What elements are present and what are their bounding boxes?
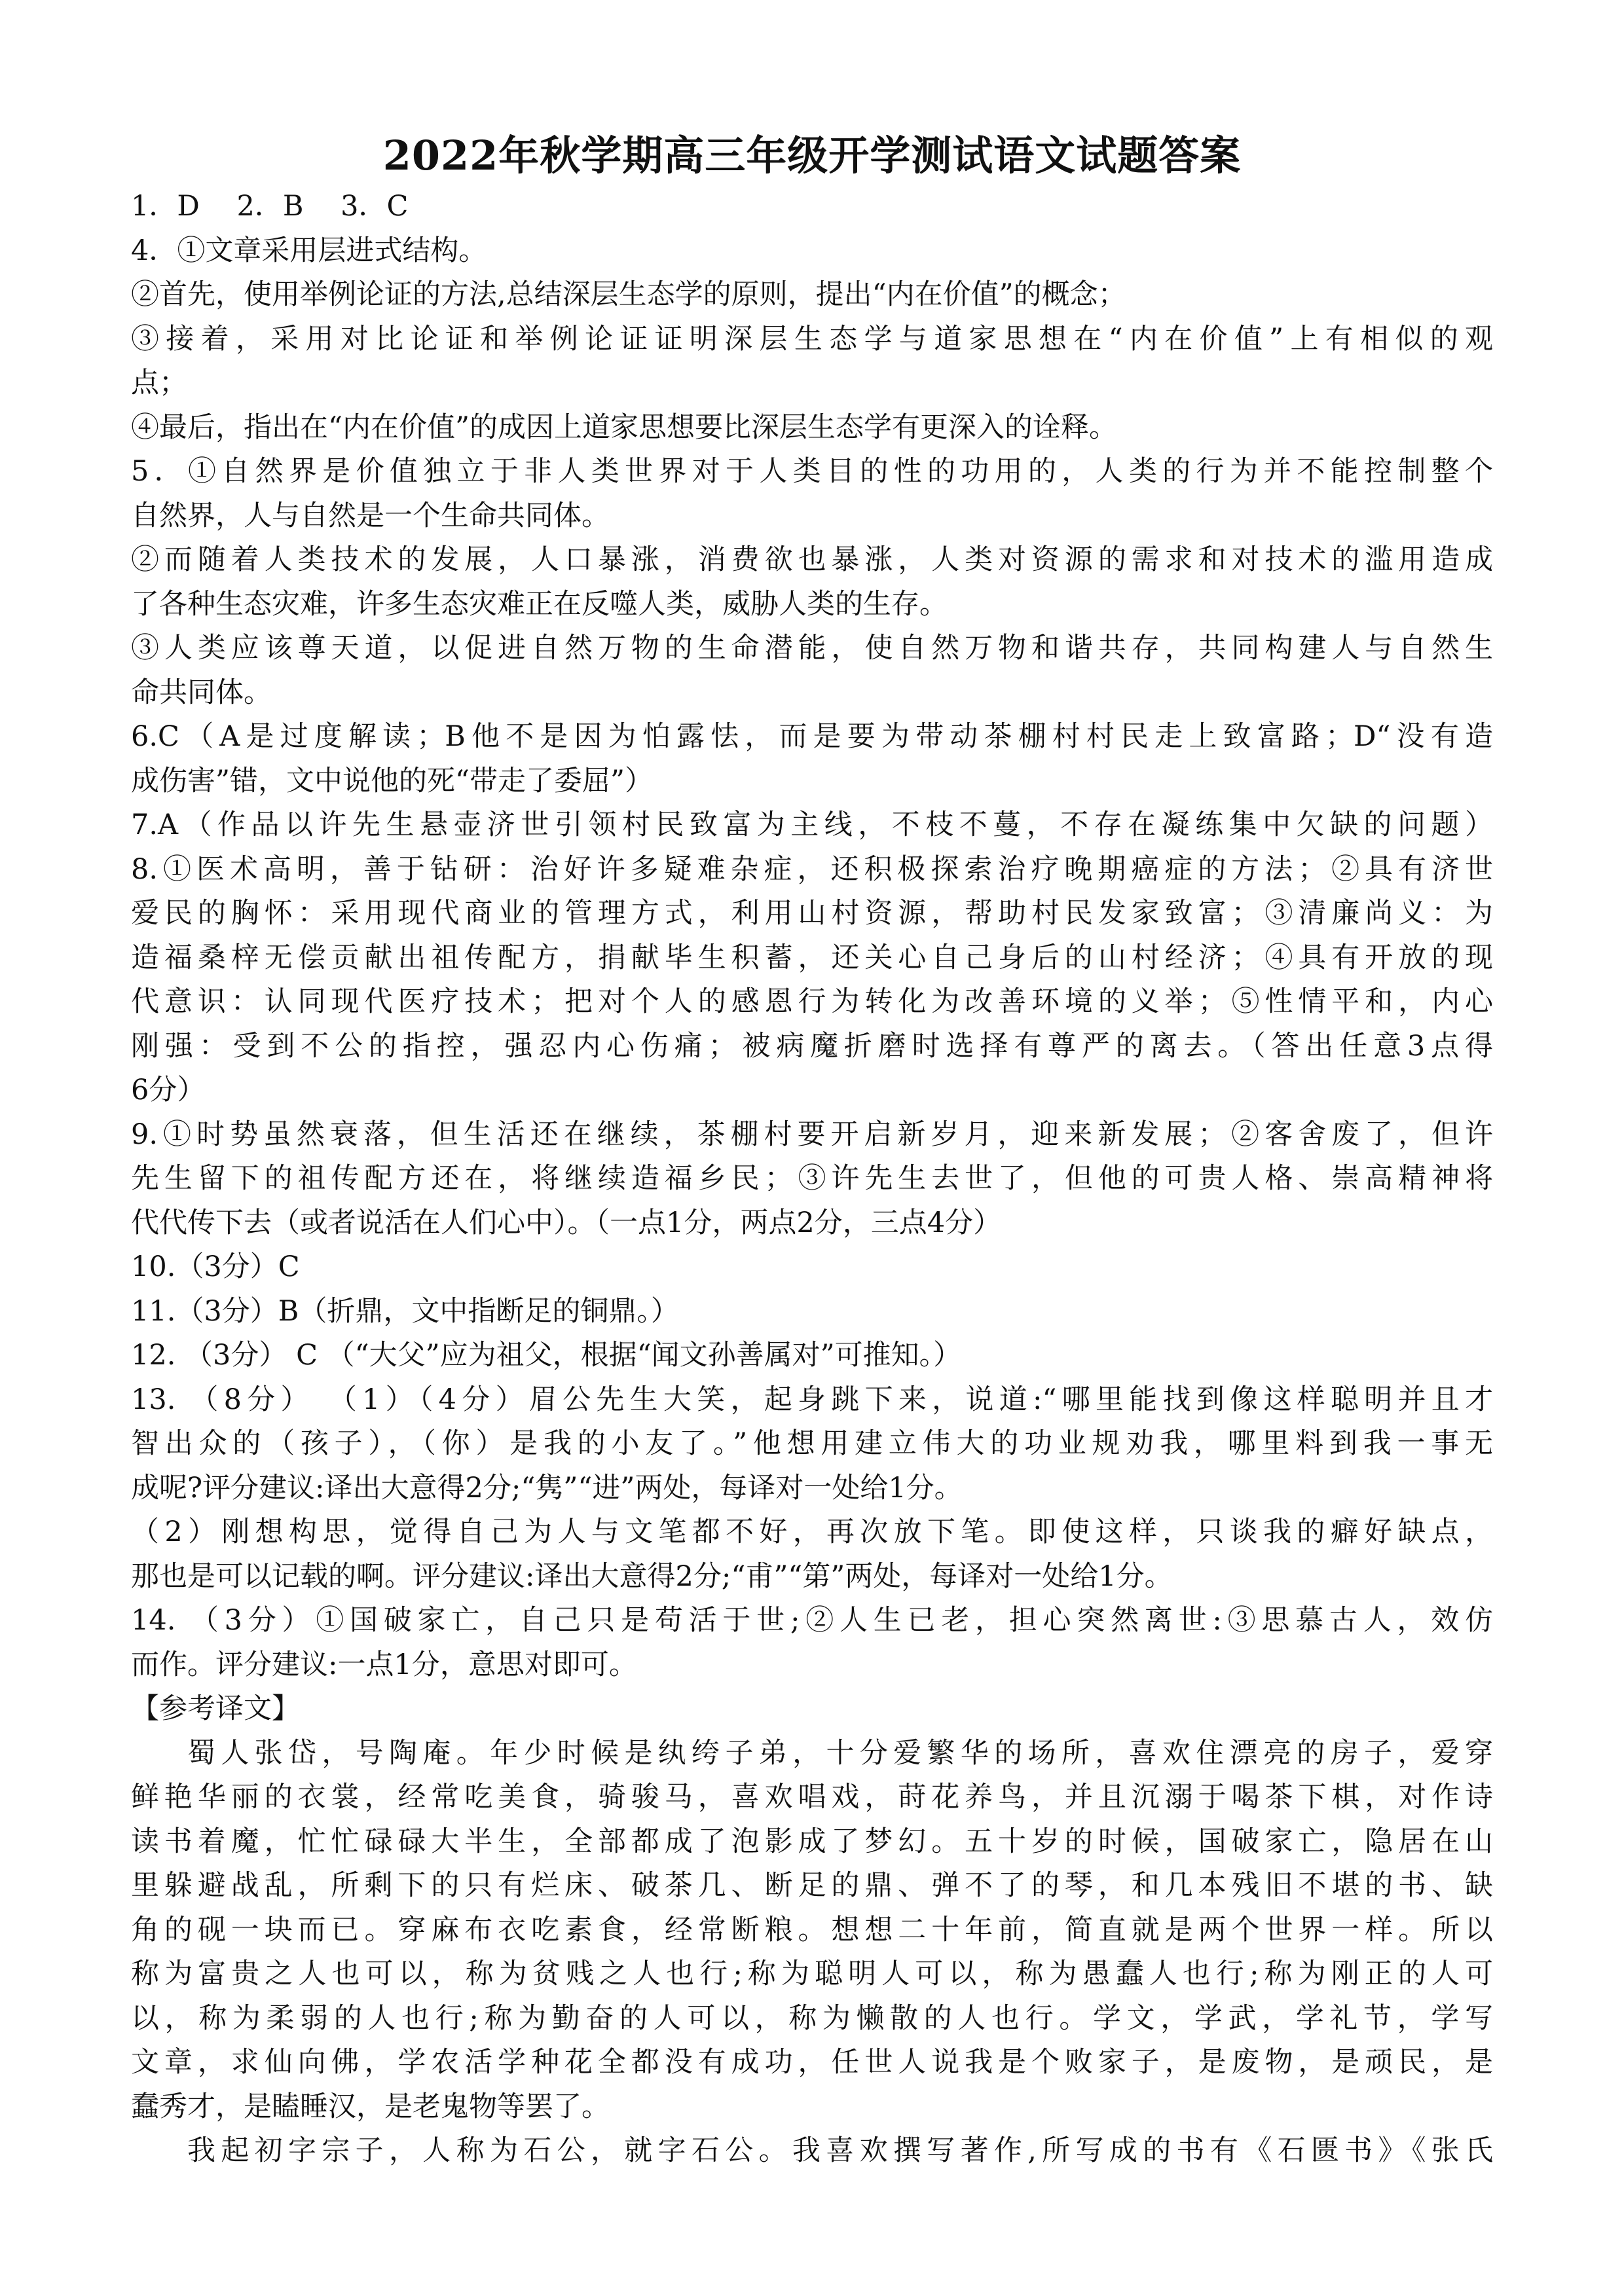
answer-line-q14-end: 而作。评分建议:一点1分，意思对即可。 — [131, 1648, 637, 1681]
answer-line-q8: 8.①医术高明，善于钻研：治好许多疑难杂症，还积极探索治疗晚期癌症的方法；②具有济世 — [131, 852, 1493, 886]
translation-para1-line3: 读书着魔，忙忙碌碌大半生，全部都成了泡影成了梦幻。五十岁的时候，国破家亡，隐居在山 — [131, 1825, 1493, 1858]
answer-line-q13-part2-end: 那也是可以记载的啊。评分建议:译出大意得2分;“甫”“第”两处，每译对一处给1分。 — [131, 1559, 1173, 1593]
answer-line-q13-part2: （2）刚想构思，觉得自己为人与文笔都不好，再次放下笔。即使这样，只谈我的癖好缺点， — [131, 1516, 1493, 1548]
answer-line-q9-cont: 先生留下的祖传配方还在，将继续造福乡民；③许先生去世了，但他的可贵人格、崇高精神将 — [131, 1162, 1493, 1195]
answer-line-q5-point1-end: 自然界，人与自然是一个生命共同体。 — [131, 499, 610, 532]
answer-line-q4-point2: ③接着，采用对比论证和举例论证证明深层生态学与道家思想在“内在价值”上有相似的观 — [131, 322, 1493, 355]
answer-body — [131, 185, 1493, 2174]
answer-line-q7: 7.A（作品以许先生悬壶济世引领村民致富为主线，不枝不蔓，不存在凝练集中欠缺的问题） — [131, 809, 1493, 841]
answer-line-q6: 6.C（A是过度解读；B他不是因为怕露怯，而是要为带动茶棚村村民走上致富路；D“没有造 — [131, 720, 1493, 753]
answer-line-q13-part1: 13. （8分） （1）（4分）眉公先生大笑，起身跳下来，说道:“哪里能找到像这样聪明并且才 — [131, 1383, 1493, 1416]
answer-line-q5-point3-end: 命共同体。 — [131, 676, 272, 709]
answer-line-q13-part1-cont: 智出众的（孩子），（你）是我的小友了。”他想用建立伟大的功业规劝我，哪里料到我一事无 — [131, 1427, 1493, 1460]
translation-para1-line7: 以，称为柔弱的人也行;称为勤奋的人可以，称为懒散的人也行。学文，学武，学礼节，学写 — [131, 2001, 1493, 2035]
answer-line-q6-end: 成伤害”错，文中说他的死“带走了委屈”） — [131, 764, 653, 797]
reference-translation-heading: 【参考译文】 — [131, 1692, 300, 1725]
answer-line-q4-point2-end: 点； — [131, 367, 187, 399]
translation-para1-line5: 角的砚一块而已。穿麻布衣吃素食，经常断粮。想想二十年前，简直就是两个世界一样。所以 — [131, 1913, 1493, 1946]
answer-line-q11: 11.（3分）B（折鼎，文中指断足的铜鼎。） — [131, 1294, 679, 1328]
answer-line-q8-cont-3: 代意识：认同现代医疗技术；把对个人的感恩行为转化为改善环境的义举；⑤性情平和，内心 — [131, 985, 1493, 1018]
answer-line-q14: 14. （3分）①国破家亡，自己只是苟活于世;②人生已老，担心突然离世:③思慕古人，效仿 — [131, 1604, 1493, 1637]
answer-line-q8-cont-1: 爱民的胸怀：采用现代商业的管理方式，利用山村资源，帮助村民发家致富；③清廉尚义：为 — [131, 897, 1493, 930]
translation-para2-line1: 我起初字宗子，人称为石公，就字石公。我喜欢撰写著作,所写成的书有《石匮书》《张氏 — [187, 2134, 1493, 2167]
answer-line-q8-cont-2: 造福桑梓无偿贡献出祖传配方，捐献毕生积蓄，还关心自己身后的山村经济；④具有开放的现 — [131, 941, 1493, 974]
page-title: 2022年秋学期高三年级开学测试语文试题答案 — [382, 132, 1242, 179]
translation-para1-line9: 蠢秀才，是瞌睡汉，是老鬼物等罢了。 — [131, 2090, 610, 2123]
translation-para1-line8: 文章，求仙向佛，学农活学种花全都没有成功，任世人说我是个败家子，是废物，是顽民，是 — [131, 2046, 1493, 2079]
answer-line-q4-intro: 4．①文章采用层进式结构。 — [131, 234, 487, 267]
answer-line-mc-1-3: 1．D 2．B 3．C — [131, 190, 409, 223]
answer-line-q4-point1: ②首先，使用举例论证的方法,总结深层生态学的原则，提出“内在价值”的概念； — [131, 278, 1126, 311]
answer-line-q4-point3: ④最后，指出在“内在价值”的成因上道家思想要比深层生态学有更深入的诠释。 — [131, 410, 1117, 444]
answer-line-q8-end: 6分） — [131, 1074, 206, 1106]
answer-line-q5-point2-end: 了各种生态灾难，许多生态灾难正在反噬人类，威胁人类的生存。 — [131, 587, 948, 621]
translation-para1-line1: 蜀人张岱，号陶庵。年少时候是纨绔子弟，十分爱繁华的场所，喜欢住漂亮的房子，爱穿 — [187, 1736, 1493, 1770]
answer-line-q5-point2: ②而随着人类技术的发展，人口暴涨，消费欲也暴涨，人类对资源的需求和对技术的滥用造成 — [131, 543, 1493, 576]
answer-line-q8-cont-4: 刚强：受到不公的指控，强忍内心伤痛；被病魔折磨时选择有尊严的离去。（答出任意3点得 — [131, 1029, 1493, 1063]
answer-line-q5-point1: 5．①自然界是价值独立于非人类世界对于人类目的性的功用的，人类的行为并不能控制整个 — [131, 455, 1493, 488]
translation-para1-line4: 里躲避战乱，所剩下的只有烂床、破茶几、断足的鼎、弹不了的琴，和几本残旧不堪的书、缺 — [131, 1869, 1493, 1902]
answer-line-q12: 12. （3分） C （“大父”应为祖父，根据“闻文孙善属对”可推知。） — [131, 1339, 962, 1372]
answer-line-q9-end: 代代传下去（或者说活在人们心中）。（一点1分，两点2分，三点4分） — [131, 1206, 1002, 1239]
answer-line-q13-part1-end: 成呢?评分建议:译出大意得2分;“隽”“进”两处，每译对一处给1分。 — [131, 1471, 963, 1504]
translation-para1-line6: 称为富贵之人也可以，称为贫贱之人也行;称为聪明人可以，称为愚蠢人也行;称为刚正的人可 — [131, 1958, 1493, 1990]
translation-para1-line2: 鲜艳华丽的衣裳，经常吃美食，骑骏马，喜欢唱戏，莳花养鸟，并且沉溺于喝茶下棋，对作诗 — [131, 1781, 1493, 1813]
answer-line-q9: 9.①时势虽然衰落，但生活还在继续，茶棚村要开启新岁月，迎来新发展；②客舍废了，但许 — [131, 1118, 1493, 1151]
answer-line-q10: 10.（3分）C — [131, 1250, 300, 1283]
answer-line-q5-point3: ③人类应该尊天道，以促进自然万物的生命潜能，使自然万物和谐共存，共同构建人与自然生 — [131, 632, 1493, 665]
